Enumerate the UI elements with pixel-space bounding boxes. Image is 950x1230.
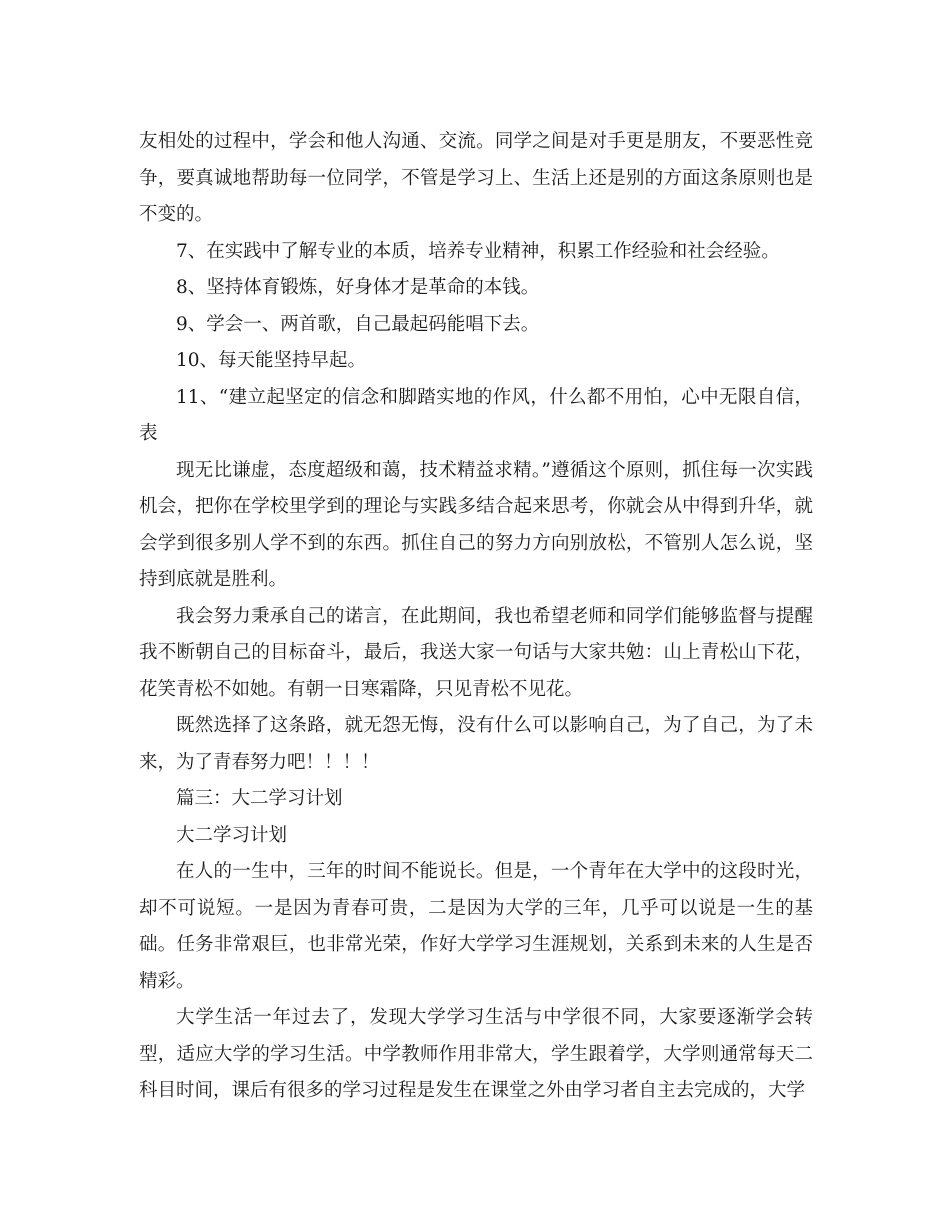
paragraph-item-11: 11、“建立起坚定的信念和脚踏实地的作风，什么都不用怕，心中无限自信，表 [139,386,813,444]
paragraph-item-7: 7、在实践中了解专业的本质，培养专业精神，积累工作经验和社会经验。 [176,240,780,262]
paragraph-college-life: 大学生活一年过去了，发现大学学习生活与中学很不同，大家要逐渐学会转型，适应大学的学习生活。中学教师作用非常大，学生跟着学，大学则通常每天二科目时间，课后有很多的学习过程是发生在课堂之外由学习者自主去完成的，大学 [139,1007,813,1101]
paragraph-item-9: 9、学会一、两首歌，自己最起码能唱下去。 [176,313,540,335]
paragraph-item-8: 8、坚持体育锻炼，好身体才是革命的本钱。 [176,277,540,298]
paragraph-item-10: 10、每天能坚持早起。 [176,350,367,371]
document-page [139,124,813,1110]
section-heading: 篇三：大二学习计划 [176,788,343,809]
paragraph-promise: 我会努力秉承自己的诺言，在此期间，我也希望老师和同学们能够监督与提醒我不断朝自己的目标奋斗，最后，我送大家一句话与大家共勉：山上青松山下花，花笑青松不如她。有朝一日寒霜降，只见青松不见花。 [139,605,813,700]
paragraph-no-regret: 既然选择了这条路，就无怨无悔，没有什么可以影响自己，为了自己，为了未来，为了青春努力吧！！！！ [139,715,813,773]
section-title: 大二学习计划 [176,824,288,846]
paragraph-friends: 友相处的过程中，学会和他人沟通、交流。同学之间是对手更是朋友，不要恶性竞争，要真诚地帮助每一位同学，不管是学习上、生活上还是别的方面这条原则也是不变的。 [139,131,813,225]
paragraph-life: 在人的一生中，三年的时间不能说长。但是，一个青年在大学中的这段时光，却不可说短。一是因为青春可贵，二是因为大学的三年，几乎可以说是一生的基础。任务非常艰巨，也非常光荣，作好大学学习生涯规划，关系到未来的人生是否精彩。 [139,861,813,992]
paragraph-item-11-continued: 现无比谦虚，态度超级和蔼，技术精益求精。”遵循这个原则，抓住每一次实践机会，把你在学校里学到的理论与实践多结合起来思考，你就会从中得到升华，就会学到很多别人学不到的东西。抓住自己的努力方向别放松，不管别人怎么说，坚持到底就是胜利。 [139,459,813,590]
